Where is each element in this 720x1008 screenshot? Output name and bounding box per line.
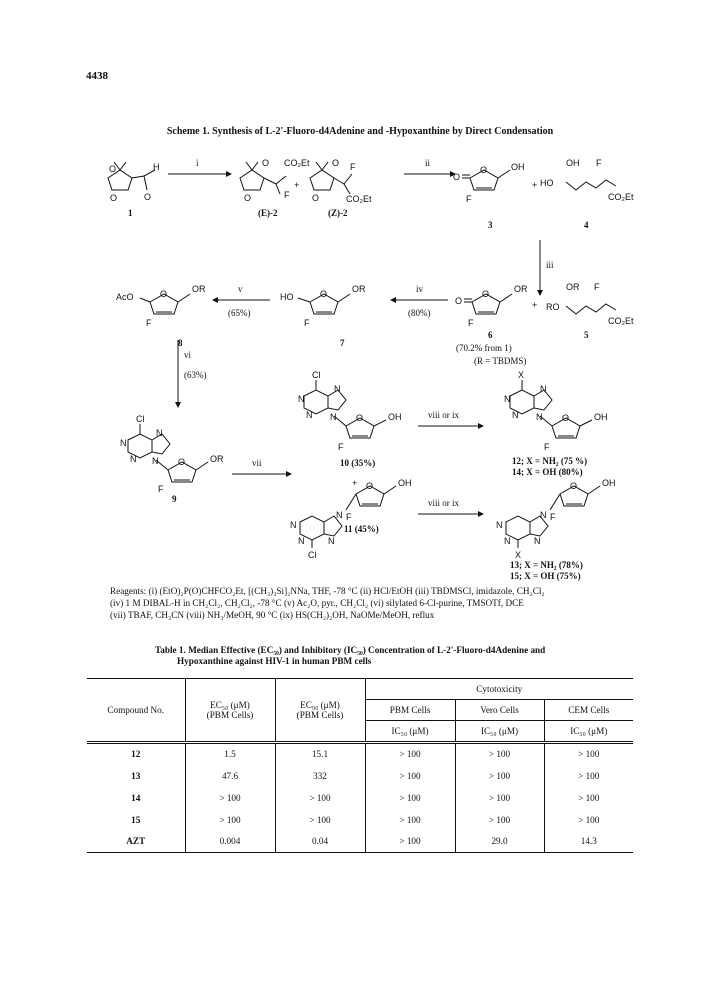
header-cem: CEM Cells bbox=[544, 700, 633, 721]
atom-n: N bbox=[334, 384, 341, 394]
atom-f: F bbox=[468, 318, 474, 328]
atom-oh: OH bbox=[398, 478, 412, 488]
atom-n: N bbox=[328, 536, 335, 546]
header-vero: Vero Cells bbox=[455, 700, 544, 721]
atom-n: N bbox=[330, 412, 337, 422]
header-pbm: PBM Cells bbox=[365, 700, 455, 721]
cell-compound: AZT bbox=[126, 836, 146, 847]
header-ic50-cem: IC₅₀ (μM) bbox=[544, 721, 633, 743]
reagents-line: Reagents: (i) (EtO)₂P(O)CHFCO₂Et, [(CH₃)₃Si]₂NNa, THF, -78 °C (ii) HCl/EtOH (iii) TBDMSCl, imidazole, CH₂Cl₂ bbox=[110, 586, 545, 596]
atom-o: O bbox=[455, 296, 463, 306]
reagents-footnote bbox=[110, 585, 630, 621]
cell-vero: > 100 bbox=[455, 809, 544, 831]
plus-sign: + bbox=[352, 478, 358, 488]
cell-compound: 14 bbox=[131, 792, 141, 803]
results-table bbox=[87, 678, 633, 853]
reagents-line: (iv) 1 M DIBAL-H in CH₂Cl₂, CH₂Cl₂, -78 °C (v) Ac₂O, pyr., CH₂Cl₂ (vi) silylated 6-Cl-purine, TMSOTf, DCE bbox=[110, 598, 524, 608]
compound-13-15-structure bbox=[496, 478, 616, 581]
or-label: OR bbox=[210, 454, 224, 464]
atom-o: O bbox=[562, 413, 570, 423]
atom-n: N bbox=[504, 394, 511, 404]
compound-11-structure bbox=[290, 478, 412, 560]
atom-o: O bbox=[178, 457, 186, 467]
cell-ec50: 47.6 bbox=[185, 765, 275, 787]
atom-f: F bbox=[466, 194, 472, 204]
compound-4-structure bbox=[540, 158, 634, 230]
atom-o: O bbox=[109, 164, 117, 174]
cell-compound: 12 bbox=[131, 749, 141, 760]
atom-o: O bbox=[262, 158, 270, 168]
atom-f: F bbox=[544, 442, 550, 452]
cell-vero: 29.0 bbox=[455, 831, 544, 853]
cell-pbm: > 100 bbox=[365, 765, 455, 787]
cell-ec90: 0.04 bbox=[275, 831, 365, 853]
atom-n: N bbox=[156, 428, 163, 438]
atom-o: O bbox=[144, 192, 152, 202]
table-row bbox=[87, 765, 633, 787]
atom-n: N bbox=[336, 510, 343, 520]
cell-cem: > 100 bbox=[544, 765, 633, 787]
cell-ec50: > 100 bbox=[185, 787, 275, 809]
atom-f: F bbox=[550, 512, 556, 522]
cl-label: Cl bbox=[312, 370, 321, 380]
header-cytotoxicity: Cytotoxicity bbox=[365, 679, 633, 700]
x-label: X bbox=[515, 550, 522, 560]
cell-cem: > 100 bbox=[544, 809, 633, 831]
label-compound-z2: (Z)-2 bbox=[328, 208, 348, 218]
ro-label: RO bbox=[546, 302, 560, 312]
atom-f: F bbox=[594, 282, 600, 292]
header-ec50-label: EC₅₀ (μM) bbox=[210, 700, 250, 710]
cell-ec90: 332 bbox=[275, 765, 365, 787]
header-compound: Compound No. bbox=[107, 705, 165, 715]
atom-n: N bbox=[504, 536, 511, 546]
cell-pbm: > 100 bbox=[365, 787, 455, 809]
cell-cem: 14.3 bbox=[544, 831, 633, 853]
label-compound-6: 6 bbox=[488, 330, 493, 340]
compound-1-structure bbox=[108, 162, 160, 218]
cell-vero: > 100 bbox=[455, 765, 544, 787]
label-compound-11: 11 (45%) bbox=[344, 524, 379, 534]
step-vi-label: vi bbox=[184, 350, 192, 360]
cell-vero: > 100 bbox=[455, 743, 544, 765]
atom-n: N bbox=[130, 454, 137, 464]
label-compound-10: 10 (35%) bbox=[340, 458, 376, 468]
atom-oh: OH bbox=[602, 478, 616, 488]
compound-z2-structure bbox=[310, 158, 372, 218]
x-label: X bbox=[518, 370, 525, 380]
step-vii-label: vii bbox=[252, 458, 262, 468]
label-compound-15: 15; X = OH (75%) bbox=[510, 571, 581, 581]
atom-n: N bbox=[540, 510, 547, 520]
atom-n: N bbox=[306, 410, 313, 420]
atom-n: N bbox=[152, 456, 159, 466]
atom-o: O bbox=[366, 481, 374, 491]
plus-sign: + bbox=[532, 300, 538, 310]
step-v-yield: (65%) bbox=[228, 308, 251, 318]
step-iv-label: iv bbox=[416, 284, 424, 294]
atom-n: N bbox=[298, 536, 305, 546]
label-compound-5: 5 bbox=[584, 330, 589, 340]
atom-n: N bbox=[540, 384, 547, 394]
atom-o: O bbox=[356, 413, 364, 423]
atom-o: O bbox=[160, 289, 168, 299]
compound-5-structure bbox=[546, 282, 634, 340]
ester-label: CO₂Et bbox=[284, 158, 310, 168]
step-vi-yield: (63%) bbox=[184, 370, 207, 380]
atom-oh: OH bbox=[511, 162, 525, 172]
cell-ec90: 15.1 bbox=[275, 743, 365, 765]
label-compound-1: 1 bbox=[128, 208, 133, 218]
cell-vero: > 100 bbox=[455, 787, 544, 809]
atom-f: F bbox=[338, 442, 344, 452]
ester-label: CO₂Et bbox=[608, 316, 634, 326]
step-v-label: v bbox=[238, 284, 243, 294]
atom-oh: OH bbox=[388, 412, 402, 422]
cell-ec50: > 100 bbox=[185, 809, 275, 831]
compound-6-yield: (70.2% from 1) bbox=[456, 343, 512, 353]
table-row bbox=[87, 831, 633, 853]
plus-sign: + bbox=[294, 180, 300, 190]
table-row bbox=[87, 743, 633, 765]
cl-label: Cl bbox=[136, 414, 145, 424]
atom-f: F bbox=[158, 484, 164, 494]
cell-cem: > 100 bbox=[544, 743, 633, 765]
cl-label: Cl bbox=[308, 550, 317, 560]
or-label: OR bbox=[352, 284, 366, 294]
aco-label: AcO bbox=[116, 292, 134, 302]
or-label: OR bbox=[192, 284, 206, 294]
atom-o: O bbox=[110, 193, 118, 203]
atom-f: F bbox=[596, 158, 602, 168]
step-ii-label: ii bbox=[425, 158, 431, 168]
compound-e2-structure bbox=[240, 158, 310, 218]
atom-n: N bbox=[536, 412, 543, 422]
ester-label: CO₂Et bbox=[608, 192, 634, 202]
cell-pbm: > 100 bbox=[365, 809, 455, 831]
label-compound-13: 13; X = NH₂ (78%) bbox=[510, 560, 583, 570]
header-ec90 bbox=[275, 679, 365, 743]
atom-n: N bbox=[534, 536, 541, 546]
table-row bbox=[87, 809, 633, 831]
or-label: OR bbox=[514, 284, 528, 294]
compound-6-structure bbox=[455, 284, 528, 366]
ho-label: HO bbox=[540, 178, 554, 188]
atom-n: N bbox=[298, 394, 305, 404]
compound-10-structure bbox=[298, 370, 402, 468]
or-label: OR bbox=[566, 282, 580, 292]
atom-oh: OH bbox=[566, 158, 580, 168]
atom-n: N bbox=[496, 520, 503, 530]
atom-o: O bbox=[244, 193, 252, 203]
compound-7-structure bbox=[280, 284, 366, 348]
atom-o: O bbox=[320, 289, 328, 299]
label-compound-9: 9 bbox=[172, 494, 177, 504]
compound-8-structure bbox=[116, 284, 206, 348]
cell-ec50: 0.004 bbox=[185, 831, 275, 853]
table-caption bbox=[155, 645, 585, 667]
label-compound-4: 4 bbox=[584, 220, 589, 230]
step-viii-ix-label: viii or ix bbox=[428, 410, 459, 420]
header-ic50-pbm: IC₅₀ (μM) bbox=[365, 721, 455, 743]
header-ec90-sub: (PBM Cells) bbox=[296, 710, 344, 720]
atom-o: O bbox=[312, 193, 320, 203]
header-ec50 bbox=[185, 679, 275, 743]
page-number: 4438 bbox=[86, 70, 108, 82]
plus-sign: + bbox=[532, 180, 538, 190]
label-compound-e2: (E)-2 bbox=[258, 208, 278, 218]
reagents-line: (vii) TBAF, CH₃CN (viii) NH₃/MeOH, 90 °C (ix) HS(CH₂)₂OH, NaOMe/MeOH, reflux bbox=[110, 610, 435, 620]
label-compound-7: 7 bbox=[340, 338, 345, 348]
r-definition: (R = TBDMS) bbox=[474, 356, 527, 366]
step-viii-ix-label: viii or ix bbox=[428, 498, 459, 508]
cell-compound: 13 bbox=[131, 770, 141, 781]
atom-f: F bbox=[346, 512, 352, 522]
atom-o: O bbox=[480, 165, 488, 175]
cell-ec50: 1.5 bbox=[185, 743, 275, 765]
atom-oh: OH bbox=[594, 412, 608, 422]
ester-label: CO₂Et bbox=[346, 194, 372, 204]
compound-3-structure bbox=[453, 162, 525, 230]
label-compound-12: 12; X = NH₂ (75 %) bbox=[512, 456, 588, 466]
label-compound-14: 14; X = OH (80%) bbox=[512, 467, 583, 477]
cell-pbm: > 100 bbox=[365, 831, 455, 853]
table-row bbox=[87, 787, 633, 809]
label-compound-8: 8 bbox=[178, 338, 183, 348]
cell-cem: > 100 bbox=[544, 787, 633, 809]
atom-n: N bbox=[512, 410, 519, 420]
header-ec50-sub: (PBM Cells) bbox=[206, 710, 254, 720]
atom-f: F bbox=[284, 190, 290, 200]
cell-ec90: > 100 bbox=[275, 787, 365, 809]
step-iii-label: iii bbox=[546, 260, 554, 270]
synthesis-scheme bbox=[0, 140, 720, 585]
cell-ec90: > 100 bbox=[275, 809, 365, 831]
atom-n: N bbox=[290, 520, 297, 530]
atom-o: O bbox=[453, 172, 461, 182]
header-ec90-label: EC₉₀ (μM) bbox=[300, 700, 340, 710]
step-i-label: i bbox=[196, 158, 199, 168]
compound-9-structure bbox=[120, 414, 224, 504]
atom-n: N bbox=[120, 438, 127, 448]
step-iv-yield: (80%) bbox=[408, 308, 431, 318]
cell-pbm: > 100 bbox=[365, 743, 455, 765]
table-caption-line: Hypoxanthine against HIV-1 in human PBM cells bbox=[177, 656, 372, 666]
atom-o: O bbox=[482, 289, 490, 299]
atom-f: F bbox=[146, 318, 152, 328]
table-caption-line: Table 1. Median Effective (EC₅₀) and Inhibitory (IC₅₀) Concentration of L-2'-Fluoro-d4Adenine and bbox=[155, 645, 546, 655]
header-ic50-vero: IC₅₀ (μM) bbox=[455, 721, 544, 743]
atom-f: F bbox=[350, 162, 356, 172]
ho-label: HO bbox=[280, 292, 294, 302]
atom-f: F bbox=[304, 318, 310, 328]
compound-12-14-structure bbox=[504, 370, 608, 477]
atom-o: O bbox=[332, 158, 340, 168]
scheme-title: Scheme 1. Synthesis of L-2'-Fluoro-d4Adenine and -Hypoxanthine by Direct Condensation bbox=[166, 126, 554, 137]
label-compound-3: 3 bbox=[488, 220, 493, 230]
atom-o: O bbox=[570, 481, 578, 491]
cell-compound: 15 bbox=[131, 814, 141, 825]
atom-h: H bbox=[153, 162, 160, 172]
